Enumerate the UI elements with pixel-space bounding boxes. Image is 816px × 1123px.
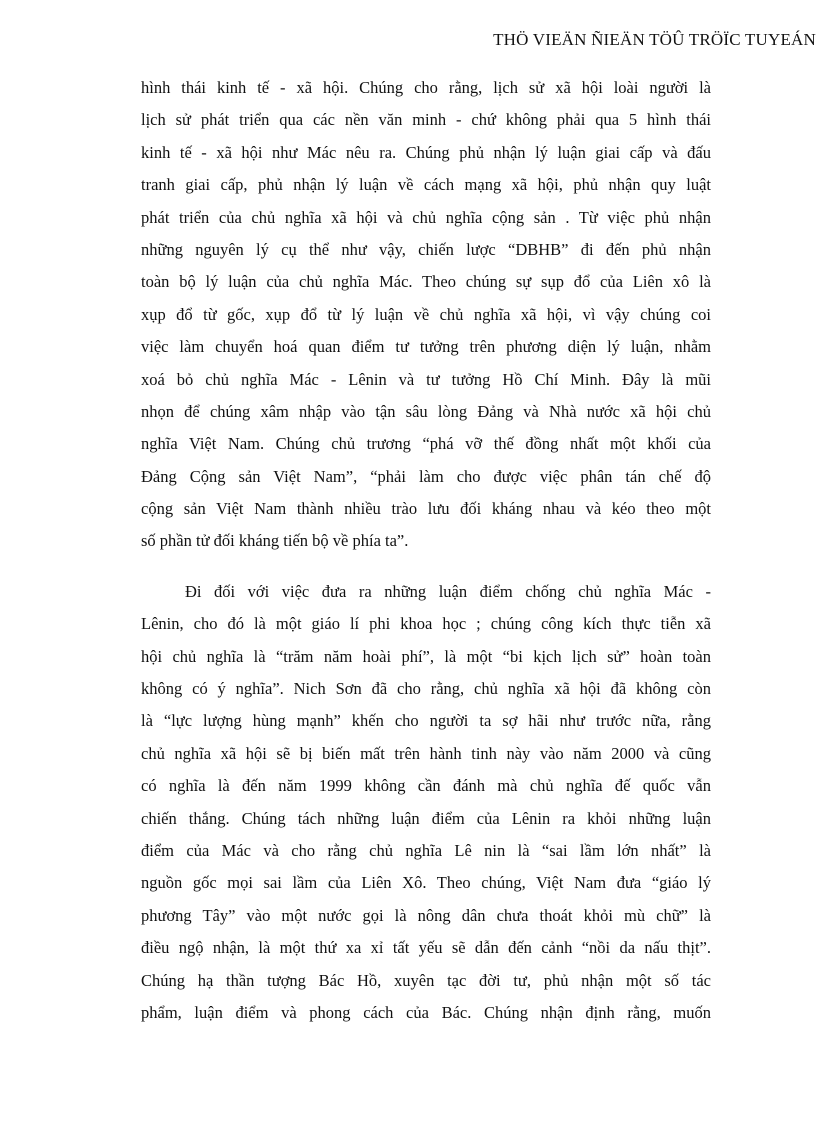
paragraph-spacer [141,558,711,576]
text-line: chiến thắng. Chúng tách những luận điểm của Lênin ra khỏi những luận [141,808,711,828]
text-line: điều ngộ nhận, là một thứ xa xỉ tất yếu sẽ dẫn đến cảnh “nồi da nấu thịt”. [141,938,711,958]
text-line: hội chủ nghĩa là “trăm năm hoài phí”, là một “bi kịch lịch sử” hoàn toàn [141,646,711,666]
text-line: lịch sử phát triển qua các nền văn minh - chứ không phải qua 5 hình thái [141,110,711,130]
text-line: Lênin, cho đó là một giáo lí phi khoa học ; chúng công kích thực tiễn xã [141,614,711,634]
text-line: toàn bộ lý luận của chủ nghĩa Mác. Theo chúng sự sụp đổ của Liên xô là [141,272,711,292]
text-line: Chúng hạ thần tượng Bác Hồ, xuyên tạc đời tư, phủ nhận một số tác [141,970,711,990]
paragraph-1 [141,72,711,558]
text-line: nghĩa Việt Nam. Chúng chủ trương “phá vỡ thế đồng nhất một khối của [141,434,711,454]
text-line: xụp đổ từ gốc, xụp đổ từ lý luận về chủ nghĩa xã hội, vì vậy chúng coi [141,304,711,324]
text-line: kinh tế - xã hội như Mác nêu ra. Chúng phủ nhận lý luận giai cấp và đấu [141,142,711,162]
text-line: phương Tây” vào một nước gọi là nông dân chưa thoát khỏi mù chữ” là [141,905,711,925]
text-line: những nguyên lý cụ thể như vậy, chiến lược “DBHB” đi đến phủ nhận [141,239,711,259]
text-line: Đi đối với việc đưa ra những luận điểm chống chủ nghĩa Mác - [185,581,711,601]
text-line: có nghĩa là đến năm 1999 không cần đánh mà chủ nghĩa đế quốc vẫn [141,776,711,796]
text-line: chủ nghĩa xã hội sẽ bị biến mất trên hành tinh này vào năm 2000 và cũng [141,743,711,763]
text-line: là “lực lượng hùng mạnh” khến cho người ta sợ hãi như trước nữa, rằng [141,711,711,731]
text-line: không có ý nghĩa”. Nich Sơn đã cho rằng, chủ nghĩa xã hội đã không còn [141,679,711,699]
text-line: số phần tử đối kháng tiến bộ về phía ta”. [141,531,409,551]
text-line: phẩm, luận điểm và phong cách của Bác. Chúng nhận định rằng, muốn [141,1002,711,1022]
text-line: cộng sản Việt Nam thành nhiều trào lưu đối kháng nhau và kéo theo một [141,499,711,519]
text-line: việc làm chuyển hoá quan điểm tư tưởng trên phương diện lý luận, nhằm [141,337,711,357]
text-line: tranh giai cấp, phủ nhận lý luận về cách mạng xã hội, phủ nhận quy luật [141,175,711,195]
text-line: điểm của Mác và cho rằng chủ nghĩa Lê nin là “sai lầm lớn nhất” là [141,840,711,860]
text-line: nguồn gốc mọi sai lầm của Liên Xô. Theo chúng, Việt Nam đưa “giáo lý [141,873,711,893]
document-body [141,72,711,1029]
text-line: phát triển của chủ nghĩa xã hội và chủ nghĩa cộng sản . Từ việc phủ nhận [141,207,711,227]
text-line: Đảng Cộng sản Việt Nam”, “phải làm cho được việc phân tán chế độ [141,466,711,486]
paragraph-2 [141,576,711,1029]
text-line: hình thái kinh tế - xã hội. Chúng cho rằng, lịch sử xã hội loài người là [141,78,711,97]
text-line: xoá bỏ chủ nghĩa Mác - Lênin và tư tưởng Hồ Chí Minh. Đây là mũi [141,369,711,389]
page-header: THÖ VIEÄN ÑIEÄN TÖÛ TRÖÏC TUYEÁN [493,30,816,49]
text-line: nhọn để chúng xâm nhập vào tận sâu lòng Đảng và Nhà nước xã hội chủ [141,401,711,421]
